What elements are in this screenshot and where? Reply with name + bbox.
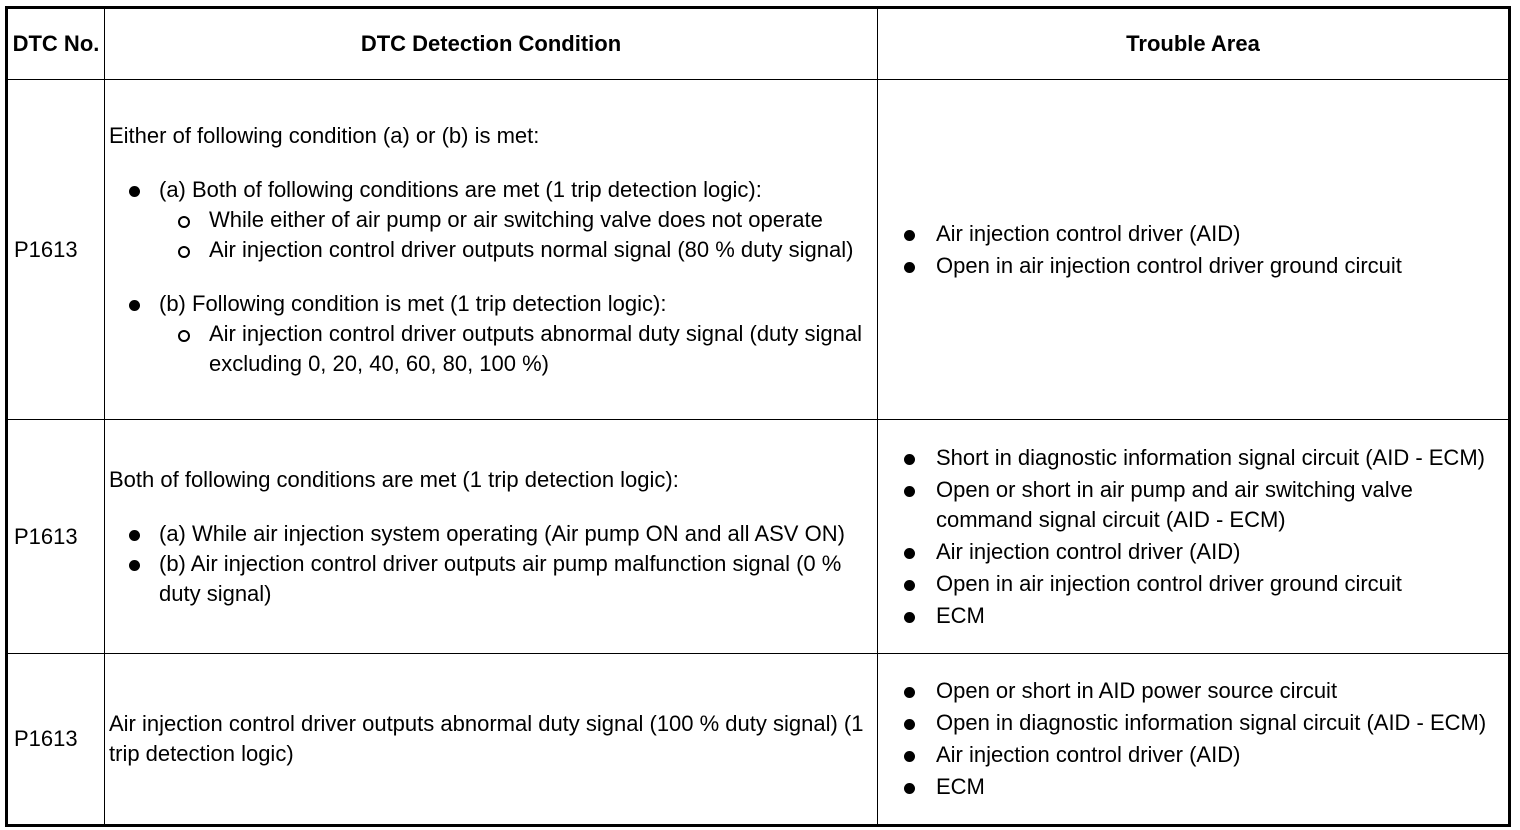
condition-intro: Either of following condition (a) or (b) is met: [109, 122, 540, 148]
condition-intro: Air injection control driver outputs abnormal duty signal (100 % duty signal) (1 trip detection logic) [109, 711, 864, 766]
dtc-code: P1613 [7, 420, 105, 654]
condition-list [109, 289, 869, 379]
trouble-area-item: Air injection control driver (AID) [936, 537, 1500, 567]
trouble-area [878, 654, 1510, 826]
trouble-area-list [900, 676, 1500, 802]
sub-condition-item: Air injection control driver outputs abnormal duty signal (duty signal excluding 0, 20, 40, 60, 80, 100 %) [209, 319, 869, 379]
detection-condition [105, 80, 878, 420]
condition-item [159, 175, 869, 265]
trouble-area-item: ECM [936, 772, 1500, 802]
trouble-area-list [900, 219, 1500, 281]
trouble-area-item: Open in air injection control driver ground circuit [936, 251, 1500, 281]
dtc-table [5, 6, 1511, 827]
sub-condition-list [159, 319, 869, 379]
trouble-area-item: Short in diagnostic information signal circuit (AID - ECM) [936, 443, 1500, 473]
trouble-area-item: Air injection control driver (AID) [936, 740, 1500, 770]
trouble-area [878, 80, 1510, 420]
table-header-row [7, 8, 1510, 80]
dtc-code: P1613 [7, 80, 105, 420]
header-trouble-area: Trouble Area [878, 8, 1510, 80]
header-dtc-no: DTC No. [7, 8, 105, 80]
sub-condition-item: While either of air pump or air switching valve does not operate [209, 205, 869, 235]
condition-list [109, 519, 869, 609]
trouble-area-list [900, 443, 1500, 631]
trouble-area-item: Open or short in air pump and air switching valve command signal circuit (AID - ECM) [936, 475, 1500, 535]
table-row [7, 654, 1510, 826]
condition-intro: Both of following conditions are met (1 trip detection logic): [109, 466, 679, 492]
table-row [7, 80, 1510, 420]
header-detection-condition: DTC Detection Condition [105, 8, 878, 80]
trouble-area [878, 420, 1510, 654]
sub-condition-item: Air injection control driver outputs normal signal (80 % duty signal) [209, 235, 869, 265]
trouble-area-item: Open in air injection control driver ground circuit [936, 569, 1500, 599]
condition-text: (b) Following condition is met (1 trip detection logic): [159, 290, 667, 316]
trouble-area-item: Air injection control driver (AID) [936, 219, 1500, 249]
table-row [7, 420, 1510, 654]
detection-condition [105, 420, 878, 654]
trouble-area-item: ECM [936, 601, 1500, 631]
condition-item: (b) Air injection control driver outputs air pump malfunction signal (0 % duty signal) [159, 549, 869, 609]
condition-text: (a) Both of following conditions are met (1 trip detection logic): [159, 176, 762, 202]
detection-condition [105, 654, 878, 826]
condition-item [159, 289, 869, 379]
trouble-area-item: Open in diagnostic information signal circuit (AID - ECM) [936, 708, 1500, 738]
dtc-code: P1613 [7, 654, 105, 826]
sub-condition-list [159, 205, 869, 265]
condition-item: (a) While air injection system operating (Air pump ON and all ASV ON) [159, 519, 869, 549]
trouble-area-item: Open or short in AID power source circuit [936, 676, 1500, 706]
condition-list [109, 175, 869, 265]
